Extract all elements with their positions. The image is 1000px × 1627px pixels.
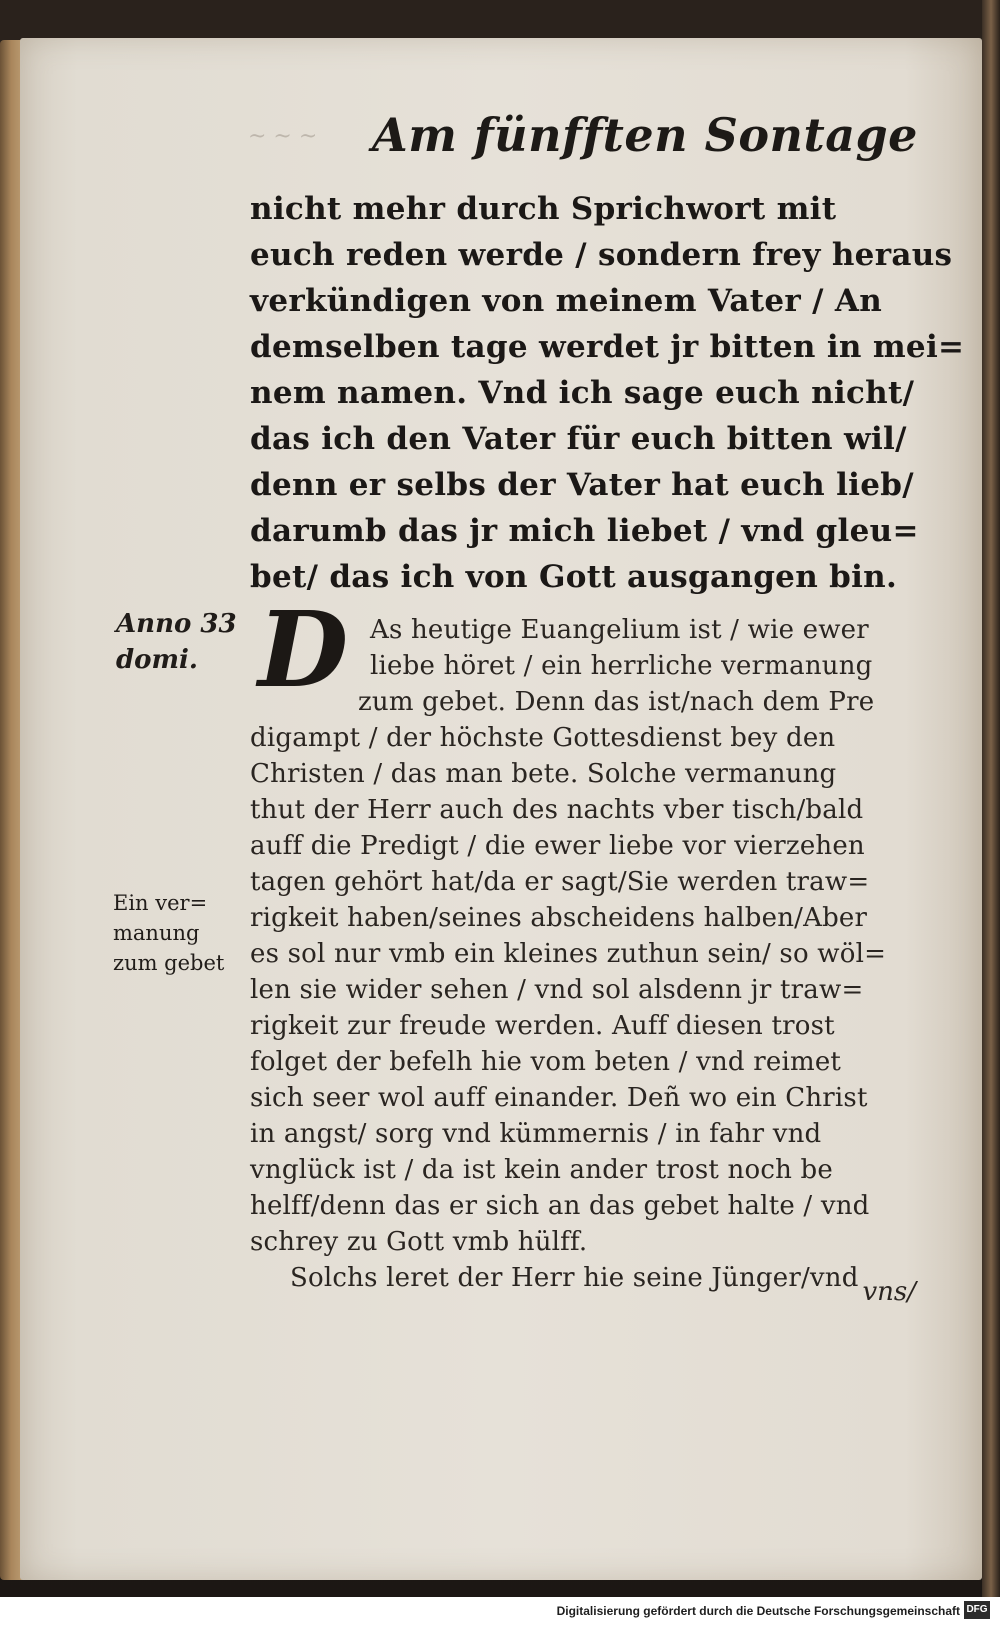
margin-note-anno — [116, 606, 237, 678]
sermon-line: digampt / der höchste Gottesdienst bey den — [250, 723, 836, 753]
catchword: vns/ — [862, 1277, 916, 1307]
verse-line: das ich den Vater für euch bitten wil/ — [250, 421, 907, 457]
drop-initial: D — [258, 588, 349, 711]
sermon-line: sich seer wol auff einander. Deñ wo ein Christ — [250, 1083, 868, 1113]
sermon-line: in angst/ sorg vnd kümmernis / in fahr vnd — [250, 1119, 822, 1149]
scripture-verse — [250, 186, 965, 600]
sermon-line: vnglück ist / da ist kein ander trost noch be — [250, 1155, 833, 1185]
running-head: Am fünfften Sontage — [372, 108, 918, 162]
verse-line: nem namen. Vnd ich sage euch nicht/ — [250, 375, 915, 411]
sermon-line: es sol nur vmb ein kleines zuthun sein/ so wöl= — [250, 939, 887, 969]
footer-credit: Digitalisierung gefördert durch die Deutsche Forschungsgemeinschaft — [556, 1604, 960, 1618]
sermon-line: rigkeit zur freude werden. Auff diesen trost — [250, 1011, 835, 1041]
sermon-line: len sie wider sehen / vnd sol alsdenn jr traw= — [250, 975, 864, 1005]
sermon-line: As heutige Euangelium ist / wie ewer — [370, 615, 869, 645]
sermon-line: liebe höret / ein herrliche vermanung — [370, 651, 873, 681]
verse-line: demselben tage werdet jr bitten in mei= — [250, 329, 965, 365]
sermon-line: folget der befelh hie vom beten / vnd reimet — [250, 1047, 842, 1077]
verse-line: denn er selbs der Vater hat euch lieb/ — [250, 467, 914, 503]
sermon-line: tagen gehört hat/da er sagt/Sie werden traw= — [250, 867, 870, 897]
verse-line: nicht mehr durch Sprichwort mit — [250, 191, 837, 227]
margin-note-line: domi. — [116, 645, 198, 675]
sermon-line: auff die Predigt / die ewer liebe vor vierzehen — [250, 831, 865, 861]
dfg-logo: DFG — [964, 1601, 990, 1619]
sermon-line: thut der Herr auch des nachts vber tisch/bald — [250, 795, 864, 825]
verse-line: verkündigen von meinem Vater / An — [250, 283, 883, 319]
sermon-line: rigkeit haben/seines abscheidens halben/Aber — [250, 903, 868, 933]
verse-line: darumb das jr mich liebet / vnd gleu= — [250, 513, 919, 549]
sermon-line: Christen / das man bete. Solche vermanung — [250, 759, 837, 789]
sermon-line: Solchs leret der Herr hie seine Jünger/vnd — [290, 1263, 859, 1293]
margin-note-line: manung — [113, 921, 200, 945]
sermon-text — [250, 612, 940, 1296]
sermon-line: schrey zu Gott vmb hülff. — [250, 1227, 588, 1257]
margin-note-line: Anno 33 — [116, 609, 237, 639]
sermon-line: helff/denn das er sich an das gebet halte / vnd — [250, 1191, 870, 1221]
bleed-through-text: ~ ~ ~ — [248, 124, 318, 149]
margin-note-line: Ein ver= — [113, 891, 208, 915]
page-edge-right — [982, 0, 1000, 1627]
margin-note-vermanung — [113, 888, 224, 978]
margin-note-line: zum gebet — [113, 951, 225, 975]
sermon-line: zum gebet. Denn das ist/nach dem Pre — [358, 687, 875, 717]
verse-line: bet/ das ich von Gott ausgangen bin. — [250, 559, 898, 595]
verse-line: euch reden werde / sondern frey heraus — [250, 237, 953, 273]
